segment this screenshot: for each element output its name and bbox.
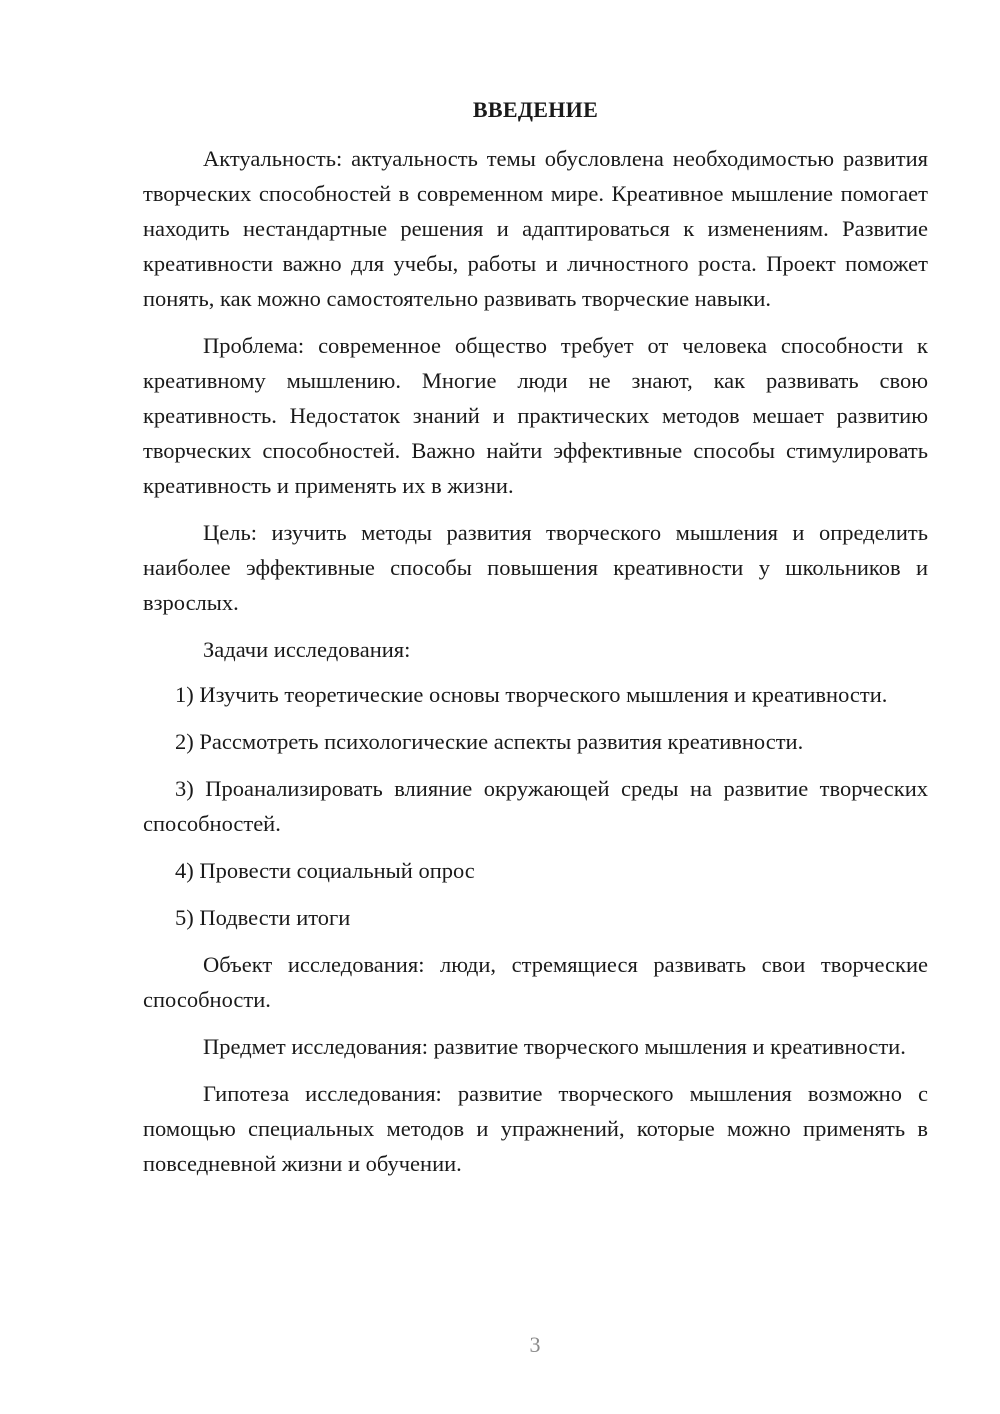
page-number: 3 [529,1332,541,1357]
task-item-4: 4) Провести социальный опрос [175,858,475,883]
task-item-5: 5) Подвести итоги [175,905,351,930]
subject-paragraph: Предмет исследования: развитие творческого мышления и креативности. [203,1034,906,1059]
problem-paragraph: Проблема: современное общество требует от человека способности к креативному мышлению. Многие люди не знают, как развивать свою креативность. Недостаток знаний и практических методов мешает развитию творческих способностей. Важно найти эффективные способы стимулировать креативность и применять их в жизни. [143,333,928,498]
goal-paragraph: Цель: изучить методы развития творческого мышления и определить наиболее эффективные способы повышения креативности у школьников и взрослых. [143,520,928,615]
hypothesis-paragraph: Гипотеза исследования: развитие творческого мышления возможно с помощью специальных методов и упражнений, которые можно применять в повседневной жизни и обучении. [143,1081,928,1176]
section-title: ВВЕДЕНИЕ [472,97,599,122]
page-content [143,92,928,1193]
task-item-2: 2) Рассмотреть психологические аспекты развития креативности. [175,729,804,754]
tasks-heading: Задачи исследования: [203,637,411,662]
task-item-1: 1) Изучить теоретические основы творческого мышления и креативности. [175,682,888,707]
task-item-3: 3) Проанализировать влияние окружающей среды на развитие творческих способностей. [143,776,928,836]
relevance-paragraph: Актуальность: актуальность темы обусловлена необходимостью развития творческих способностей в современном мире. Креативное мышление помогает находить нестандартные решения и адаптироваться к изменениям. Развитие креативности важно для учебы, работы и личностного роста. Проект поможет понять, как можно самостоятельно развивать творческие навыки. [143,146,928,311]
object-paragraph: Объект исследования: люди, стремящиеся развивать свои творческие способности. [143,952,928,1012]
